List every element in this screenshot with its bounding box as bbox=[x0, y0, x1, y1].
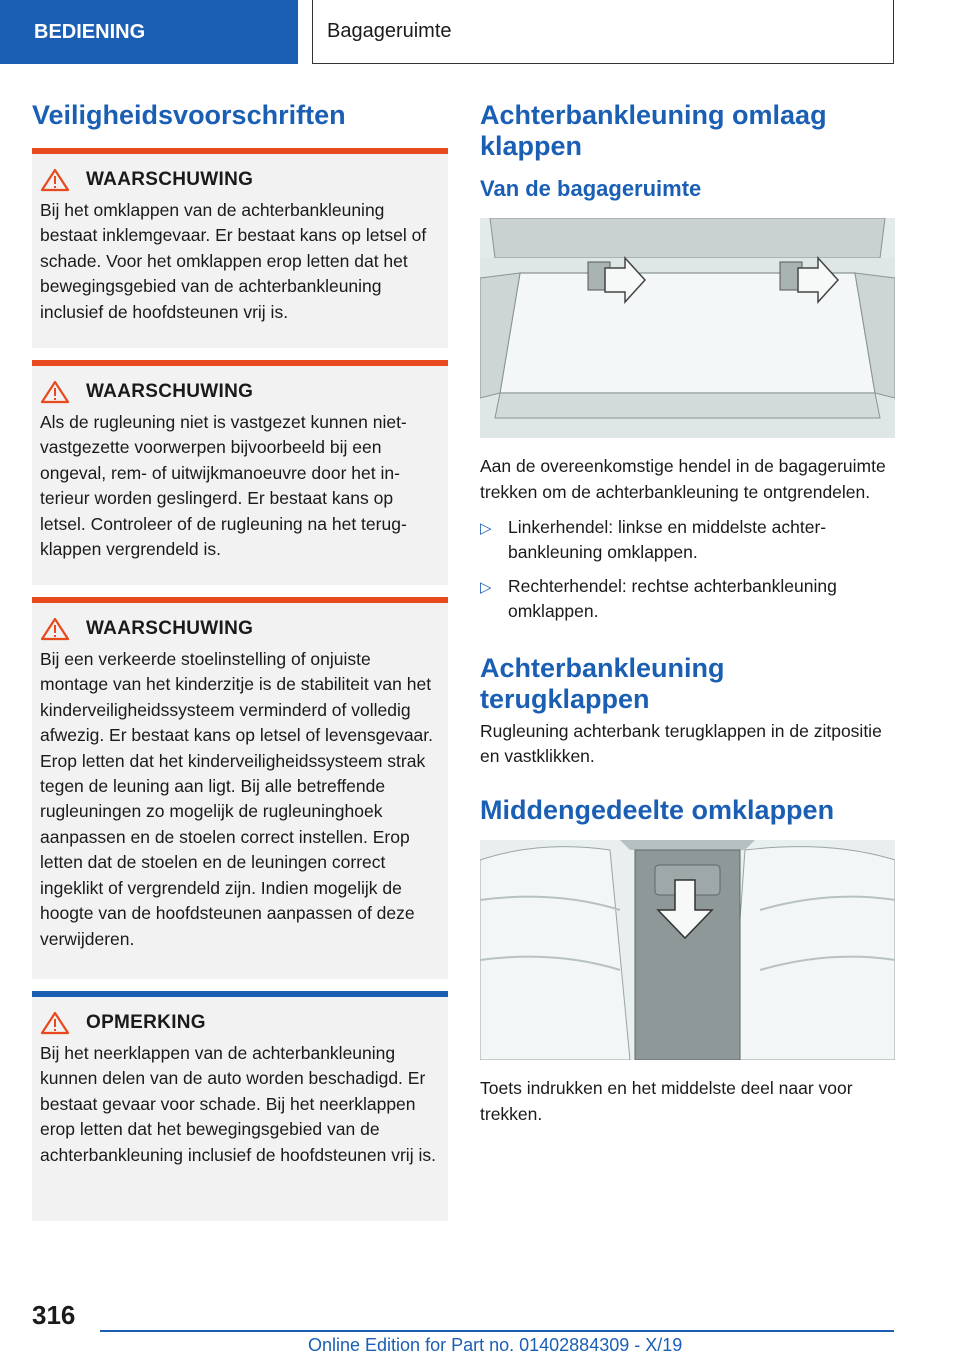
warning-triangle-icon bbox=[40, 617, 74, 641]
trunk-instruction-text: Aan de overeenkomstige hendel in de bagageruimte trekken om de achterbankleuning te ontgrendelen. bbox=[480, 456, 886, 502]
left-column bbox=[32, 100, 448, 1221]
warning-triangle-icon bbox=[40, 168, 74, 192]
lever-list bbox=[480, 515, 896, 625]
note-box-title: OPMERKING bbox=[86, 1012, 206, 1034]
page-header-title: Bagageruimte bbox=[327, 20, 452, 42]
warning-box-title: WAARSCHUWING bbox=[86, 169, 254, 191]
warning-box-text: Bij een verkeerde stoelinstelling of onjuiste montage van het kinderzitje is de stabiliteit van het kinderveiligheidssysteem verminderd of volledig afwezig. Er bestaat kans op letsel of levensgevaar. Erop letten dat het kinderveiligheidssysteem strak tegen de leuning aan ligt. Bij alle betreffende rugleuningen zo mogelijk de rugleuninghoek aanpassen en de stoelen correct instellen. Erop letten dat de stoelen en de leuningen correct ingeklikt of vergrendeld zijn. Indien mogelijk de hoogte van de hoofdsteunen aanpassen of deze verwijderen. bbox=[40, 649, 434, 949]
note-box bbox=[32, 991, 448, 1221]
list-item bbox=[480, 574, 896, 625]
footer-edition-text: Online Edition for Part no. 01402884309 - X/19 bbox=[308, 1335, 683, 1355]
warning-box-3 bbox=[32, 597, 448, 979]
section-heading-safety: Veiligheidsvoorschriften bbox=[32, 100, 346, 130]
section-heading-middle-section: Middengedeelte omklappen bbox=[480, 795, 835, 826]
right-column bbox=[480, 100, 896, 1127]
warning-box-2 bbox=[32, 360, 448, 585]
footer-divider bbox=[100, 1330, 894, 1332]
warning-triangle-icon bbox=[40, 380, 74, 404]
bullet-triangle-icon: ▷ bbox=[480, 519, 492, 537]
warning-box-title: WAARSCHUWING bbox=[86, 618, 254, 640]
trunk-release-levers-icon bbox=[480, 218, 895, 438]
chapter-tab bbox=[0, 0, 298, 64]
caution-triangle-icon bbox=[40, 1011, 74, 1035]
page-header bbox=[312, 0, 894, 64]
list-item-text: Linkerhendel: linkse en middelste achterbankleuning omklappen. bbox=[508, 516, 827, 563]
rear-seat-illustration bbox=[480, 840, 895, 1060]
bullet-triangle-icon: ▷ bbox=[480, 578, 492, 596]
fold-back-text: Rugleuning achterbank terugklappen in de zitpositie en vastklikken. bbox=[480, 720, 882, 767]
warning-box-text: Bij het omklappen van de achterbankleuning bestaat inklemgevaar. Er bestaat kans op letsel of schade. Voor het omklappen erop letten dat het bewegingsgebied van de achterbankleuning inclusief de hoofdsteunen vrij is. bbox=[40, 200, 427, 322]
subheading-from-trunk: Van de bagageruimte bbox=[480, 176, 702, 202]
middle-section-arrow-icon bbox=[480, 840, 895, 1060]
chapter-label: BEDIENING bbox=[34, 20, 146, 43]
note-box-text: Bij het neerklappen van de achterbankleuning kunnen delen van de auto worden beschadigd. Er bestaat gevaar voor schade. Bij het neerklappen erop letten dat het bewegingsgebied van de achterbankleuning inclusief de hoofdsteunen vrij is. bbox=[40, 1043, 436, 1165]
warning-box-1 bbox=[32, 148, 448, 348]
list-item bbox=[480, 515, 896, 566]
section-heading-fold-back: Achterbankleuning terugklappen bbox=[480, 652, 725, 714]
warning-box-text: Als de rugleuning niet is vastgezet kunnen niet-vastgezette voorwerpen bijvoorbeeld bij een ongeval, rem- of uitwijkmanoeuvre door het interieur worden geslingerd. Er bestaat kans op letsel. Controleer of de rugleuning na het terugklappen vergrendeld is. bbox=[40, 412, 407, 560]
middle-section-text: Toets indrukken en het middelste deel naar voor trekken. bbox=[480, 1078, 853, 1124]
trunk-illustration bbox=[480, 218, 895, 438]
warning-box-title: WAARSCHUWING bbox=[86, 381, 254, 403]
list-item-text: Rechterhendel: rechtse achterbankleuning omklappen. bbox=[508, 575, 837, 622]
page-number: 316 bbox=[32, 1300, 76, 1330]
section-heading-fold-down: Achterbankleuning omlaag klappen bbox=[480, 100, 827, 162]
